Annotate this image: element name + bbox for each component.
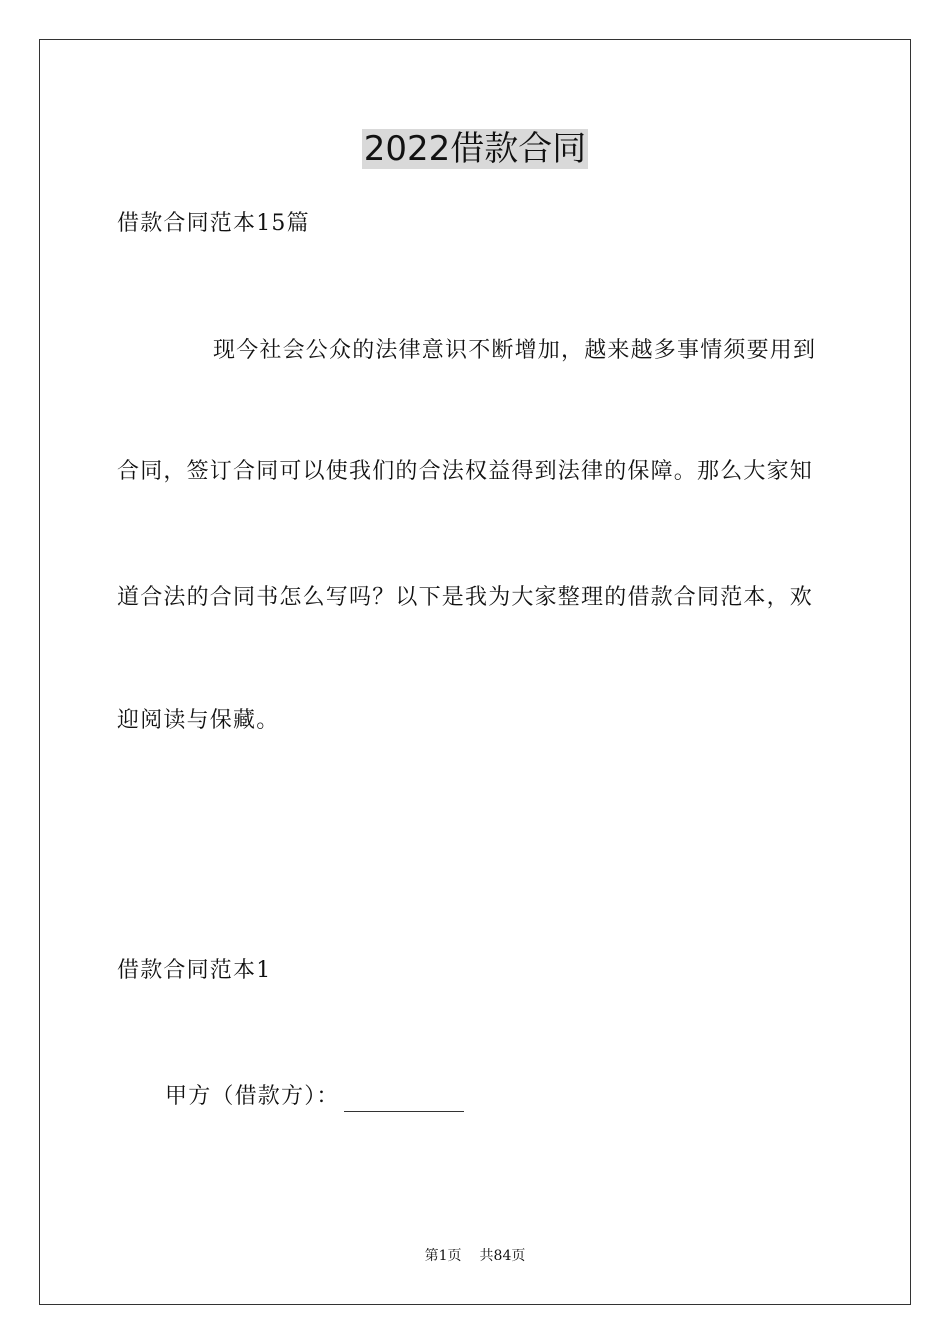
party-a-label: 甲方（借款方）：: [165, 1084, 340, 1109]
page-current: 第1页: [424, 1248, 462, 1264]
intro-line-4: 迎阅读与保藏。: [117, 708, 280, 733]
page-footer: [0, 1246, 950, 1266]
section-heading: 借款合同范本1: [117, 958, 272, 983]
intro-line-3: 道合法的合同书怎么写吗？以下是我为大家整理的借款合同范本，欢: [117, 585, 814, 610]
intro-line-1: 现今社会公众的法律意识不断增加，越来越多事情须要用到: [213, 338, 817, 363]
document-title-text: 2022借款合同: [363, 129, 587, 169]
document-title: [0, 126, 950, 172]
party-a-blank-line: [344, 1089, 464, 1112]
page-total: 共84页: [479, 1248, 526, 1264]
document-subtitle: 借款合同范本15篇: [117, 211, 310, 236]
party-a-row: [165, 1082, 464, 1112]
intro-line-2: 合同，签订合同可以使我们的合法权益得到法律的保障。那么大家知: [117, 459, 814, 484]
